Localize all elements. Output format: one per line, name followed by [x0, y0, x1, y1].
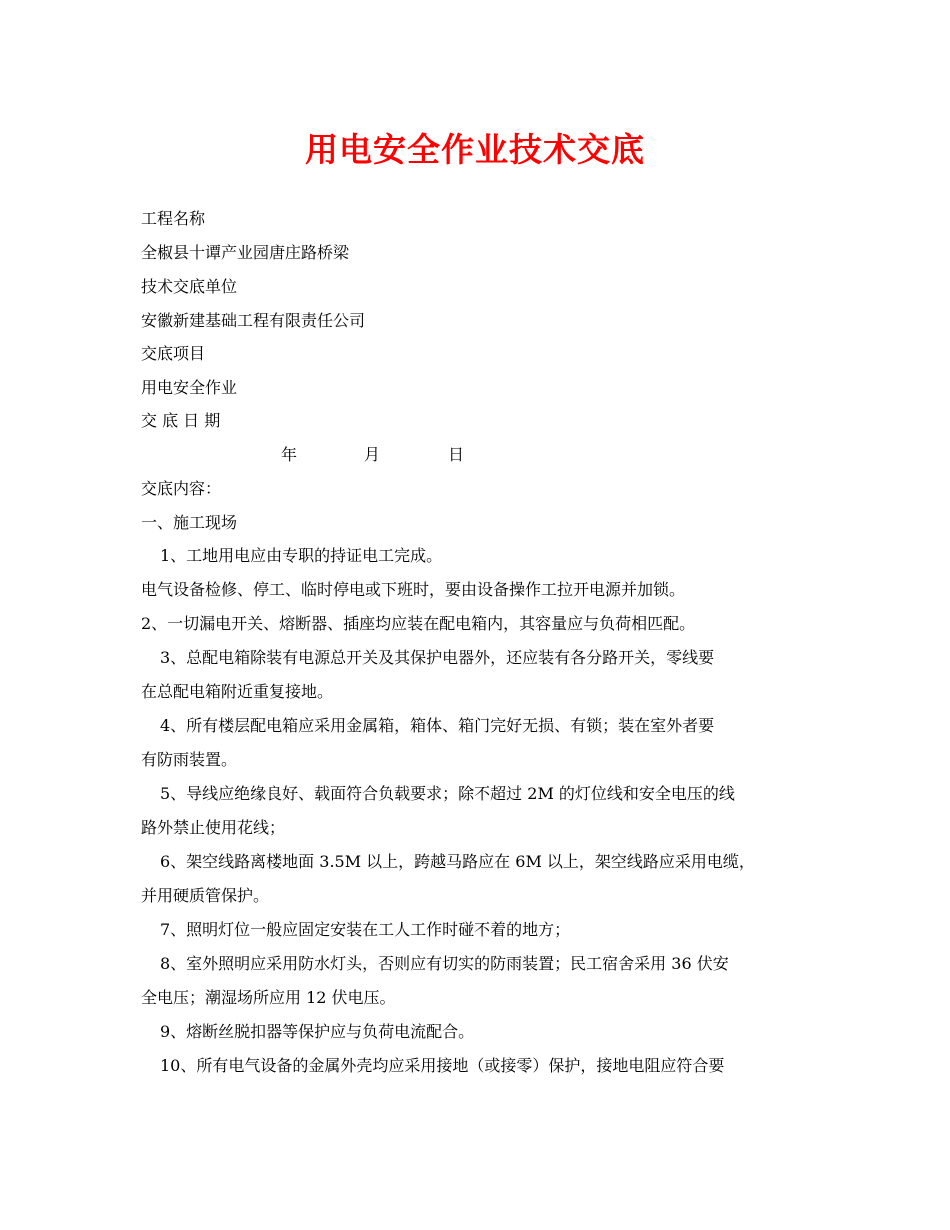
content-line: 在总配电箱附近重复接地。: [141, 682, 334, 701]
content-line: 全电压；潮湿场所应用 12 伏电压。: [141, 988, 396, 1007]
item-value: 用电安全作业: [141, 378, 238, 397]
content-line: 5、导线应绝缘良好、载面符合负载要求；除不超过 2M 的灯位线和安全电压的线: [160, 784, 735, 803]
content-line: 路外禁止使用花线；: [141, 818, 286, 837]
content-line: 1、工地用电应由专职的持证电工完成。: [160, 546, 443, 565]
date-month-label: 月: [364, 445, 381, 464]
content-line: 8、室外照明应采用防水灯头，否则应有切实的防雨装置；民工宿舍采用 36 伏安: [160, 954, 729, 973]
project-name-label: 工程名称: [141, 209, 206, 228]
document-title: 用电安全作业技术交底: [305, 130, 645, 169]
content-line: 6、架空线路离楼地面 3.5M 以上，跨越马路应在 6M 以上，架空线路应采用电缆，: [160, 852, 755, 871]
content-line: 7、照明灯位一般应固定安装在工人工作时碰不着的地方；: [160, 920, 571, 939]
content-line: 并用硬质管保护。: [141, 886, 270, 905]
content-line: 电气设备检修、停工、临时停电或下班时，要由设备操作工拉开电源并加锁。: [141, 580, 686, 599]
date-year-label: 年: [281, 445, 298, 464]
content-line: 有防雨装置。: [141, 750, 238, 769]
content-line: 2、一切漏电开关、熔断器、插座均应装在配电箱内，其容量应与负荷相匹配。: [141, 614, 696, 633]
content-line: 10、所有电气设备的金属外壳均应采用接地（或接零）保护，接地电阻应符合要: [160, 1056, 725, 1075]
section-heading: 一、施工现场: [141, 513, 238, 532]
item-label: 交底项目: [141, 344, 206, 363]
date-label: 交 底 日 期: [141, 411, 221, 430]
content-line: 4、所有楼层配电箱应采用金属箱，箱体、箱门完好无损、有锁；装在室外者要: [160, 716, 715, 735]
content-label: 交底内容：: [141, 479, 222, 498]
content-line: 9、熔断丝脱扣器等保护应与负荷电流配合。: [160, 1022, 475, 1041]
unit-value: 安徽新建基础工程有限责任公司: [141, 311, 366, 330]
project-name-value: 全椒县十谭产业园唐庄路桥梁: [141, 243, 350, 262]
unit-label: 技术交底单位: [141, 277, 238, 296]
date-day-label: 日: [448, 445, 465, 464]
content-line: 3、总配电箱除装有电源总开关及其保护电器外，还应装有各分路开关，零线要: [160, 648, 715, 667]
